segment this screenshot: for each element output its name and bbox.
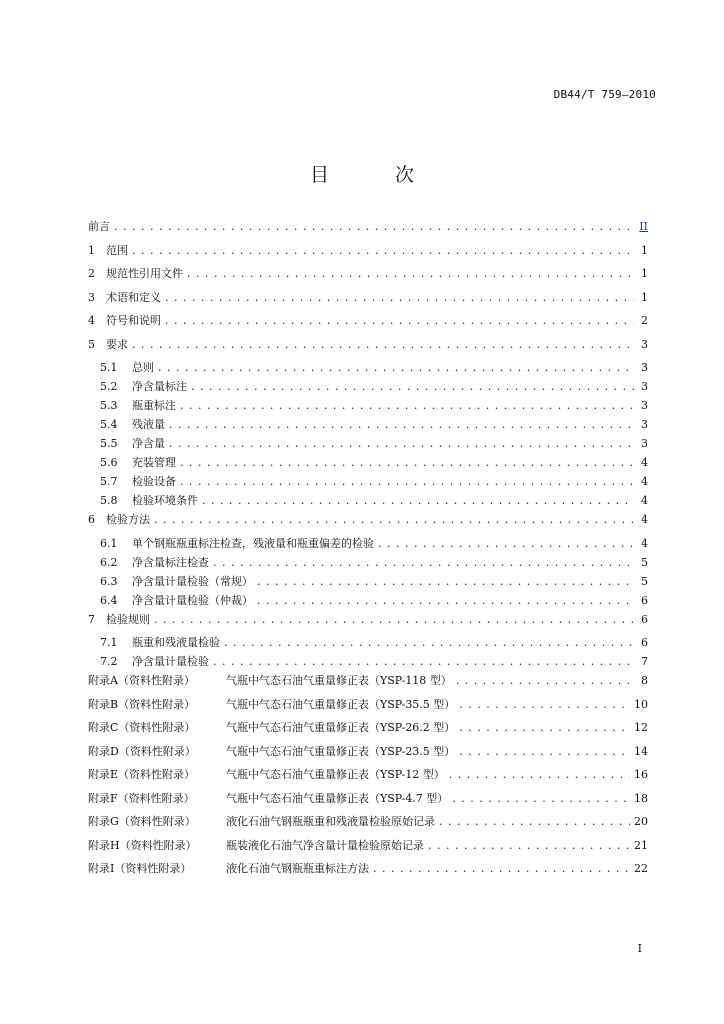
dot-leader <box>180 456 634 469</box>
page-ref: 21 <box>634 838 648 852</box>
page-ref: 10 <box>634 697 648 711</box>
section-title: 残液量 <box>132 418 165 431</box>
section-number: 7.1 <box>100 636 118 649</box>
toc-entry-label <box>88 672 452 688</box>
page-ref: 1 <box>641 290 648 304</box>
toc-entry[interactable] <box>88 573 648 592</box>
dot-leader <box>169 437 634 450</box>
page-ref: 1 <box>641 267 648 280</box>
page-ref: 8 <box>641 674 648 687</box>
dot-leader <box>459 698 630 711</box>
toc-entry[interactable] <box>88 359 648 378</box>
section-title: 净含量 <box>132 437 165 450</box>
dot-leader <box>449 768 630 781</box>
toc-entry-label <box>100 573 253 589</box>
page-ref: 2 <box>641 314 648 327</box>
section-title: 净含量标注检查 <box>132 555 209 569</box>
page-ref: 12 <box>634 721 648 734</box>
section-number: 7.2 <box>100 655 118 668</box>
toc-entry[interactable] <box>88 766 648 790</box>
dot-leader <box>224 636 634 649</box>
toc-entry-label <box>88 265 183 281</box>
toc-entry[interactable] <box>88 672 648 696</box>
dot-leader <box>191 380 634 393</box>
dot-leader <box>456 674 634 687</box>
toc-entry[interactable] <box>88 743 648 767</box>
dot-leader <box>187 267 634 280</box>
toc-entry-label <box>100 397 176 413</box>
toc-entry[interactable] <box>88 837 648 861</box>
section-number: 5.8 <box>100 494 118 507</box>
section-title: 检验规则 <box>106 612 150 626</box>
toc-entry[interactable] <box>88 312 648 336</box>
page-ref: 4 <box>641 475 648 488</box>
section-title: 瓶重和残液量检验 <box>132 636 220 649</box>
dot-leader <box>452 792 630 805</box>
toc-entry-label <box>100 535 374 551</box>
toc-entry-label <box>100 359 154 375</box>
page-ref: 6 <box>641 636 648 649</box>
section-title: 气瓶中气态石油气重量修正表（YSP-23.5 型） <box>226 744 456 758</box>
table-of-contents <box>88 218 648 884</box>
section-title: 净含量计量检验（常规） <box>132 574 253 588</box>
dot-leader <box>165 314 634 327</box>
page-ref: 1 <box>641 243 648 257</box>
toc-entry[interactable] <box>88 397 648 416</box>
section-title: 瓶重标注 <box>132 399 176 412</box>
page-ref: 3 <box>641 361 648 374</box>
dot-leader <box>428 839 630 852</box>
section-number: 5.3 <box>100 399 118 412</box>
page-ref: 6 <box>641 593 648 607</box>
page-ref: 3 <box>641 418 648 431</box>
toc-entry[interactable] <box>88 535 648 554</box>
section-title: 术语和定义 <box>106 290 161 304</box>
toc-entry-label <box>100 634 220 650</box>
toc-entry[interactable] <box>88 696 648 720</box>
page-ref: 4 <box>641 456 648 469</box>
section-title: 气瓶中气态石油气重量修正表（YSP-4.7 型） <box>226 791 449 805</box>
dot-leader <box>114 220 634 233</box>
page-ref: 4 <box>641 536 648 550</box>
section-number: 5 <box>88 337 95 351</box>
section-number: 6 <box>88 513 95 526</box>
section-title: 气瓶中气态石油气重量修正表（YSP-12 型） <box>226 768 445 781</box>
page-title: 目 次 <box>309 164 445 186</box>
toc-entry-label <box>100 416 165 432</box>
dot-leader <box>202 494 634 507</box>
toc-entry[interactable] <box>88 653 648 672</box>
dot-leader <box>154 513 634 526</box>
toc-entry[interactable] <box>88 790 648 814</box>
section-number: 5.2 <box>100 380 118 393</box>
page-ref: 7 <box>641 655 648 668</box>
toc-entry[interactable] <box>88 416 648 435</box>
toc-entry[interactable] <box>88 860 648 884</box>
appendix-label: 附录A（资料性附录） <box>88 674 195 687</box>
section-number: 6.3 <box>100 574 118 588</box>
toc-entry-label <box>100 554 209 570</box>
toc-entry[interactable] <box>88 592 648 611</box>
section-title: 检验设备 <box>132 475 176 488</box>
toc-entry-label <box>88 813 435 829</box>
page-ref: 3 <box>641 437 648 450</box>
dot-leader <box>180 399 634 412</box>
dot-leader <box>257 594 634 607</box>
toc-entry-label <box>100 435 165 451</box>
toc-entry-label <box>88 218 110 234</box>
page-ref: 22 <box>634 862 648 875</box>
toc-entry[interactable] <box>88 511 648 535</box>
section-title: 瓶装液化石油气净含量计量检验原始记录 <box>226 838 424 852</box>
section-title: 液化石油气钢瓶瓶重标注方法 <box>226 862 369 875</box>
toc-entry[interactable] <box>88 813 648 837</box>
page-ref: 18 <box>634 791 648 805</box>
section-title: 要求 <box>106 337 128 351</box>
appendix-label: 附录H（资料性附录） <box>88 838 197 852</box>
dot-leader <box>373 862 630 875</box>
toc-entry-label <box>88 860 369 876</box>
toc-entry-label <box>88 837 424 853</box>
toc-entry-label <box>100 378 187 394</box>
document-id: DB44/T 759—2010 <box>553 88 656 101</box>
toc-entry[interactable] <box>88 435 648 454</box>
toc-entry[interactable] <box>88 289 648 313</box>
page-ref: 3 <box>641 380 648 393</box>
toc-entry[interactable] <box>88 218 648 242</box>
toc-entry-label <box>100 473 176 489</box>
toc-entry-label <box>88 336 128 352</box>
toc-entry-label <box>100 592 253 608</box>
toc-entry-label <box>100 653 209 669</box>
toc-entry[interactable] <box>88 378 648 397</box>
section-number: 1 <box>88 243 95 257</box>
section-title: 净含量标注 <box>132 380 187 393</box>
section-number: 6.1 <box>100 536 118 550</box>
dot-leader <box>257 575 634 588</box>
section-title: 液化石油气钢瓶瓶重和残液量检验原始记录 <box>226 815 435 828</box>
appendix-label: 附录I（资料性附录） <box>88 862 192 875</box>
section-number: 5.7 <box>100 475 118 488</box>
page-ref: 5 <box>641 574 648 588</box>
toc-entry[interactable] <box>88 473 648 492</box>
toc-entry-label <box>88 766 445 782</box>
section-number: 3 <box>88 290 95 304</box>
section-title: 净含量计量检验 <box>132 655 209 668</box>
section-number: 7 <box>88 612 95 626</box>
toc-entry[interactable] <box>88 265 648 289</box>
dot-leader <box>169 418 634 431</box>
toc-entry-label <box>100 454 176 470</box>
page-ref[interactable]: II <box>639 220 648 233</box>
page-ref: 20 <box>634 815 648 828</box>
toc-entry[interactable] <box>88 454 648 473</box>
section-title: 总则 <box>132 361 154 374</box>
dot-leader <box>165 291 634 304</box>
section-number: 6.4 <box>100 593 118 607</box>
section-title: 充装管理 <box>132 456 176 469</box>
page-ref: 5 <box>641 555 648 569</box>
page-number: I <box>637 942 642 955</box>
section-title: 前言 <box>88 220 110 233</box>
toc-entry[interactable] <box>88 336 648 360</box>
page-ref: 16 <box>634 768 648 781</box>
dot-leader <box>378 537 634 550</box>
toc-entry-label <box>88 242 128 258</box>
toc-entry-label <box>88 312 161 328</box>
appendix-label: 附录C（资料性附录） <box>88 721 196 734</box>
dot-leader <box>180 475 634 488</box>
page-ref: 3 <box>641 399 648 412</box>
section-title: 范围 <box>106 243 128 257</box>
toc-entry-label <box>88 696 455 712</box>
section-number: 5.5 <box>100 437 118 450</box>
section-title: 检验方法 <box>106 513 150 526</box>
section-title: 气瓶中气态石油气重量修正表（YSP-118 型） <box>226 674 452 687</box>
toc-entry-label <box>88 743 455 759</box>
page-ref: 4 <box>641 513 648 526</box>
section-number: 5.6 <box>100 456 118 469</box>
dot-leader <box>158 361 634 374</box>
dot-leader <box>459 745 630 758</box>
section-title: 检验环境条件 <box>132 494 198 507</box>
section-number: 2 <box>88 267 95 280</box>
toc-entry[interactable] <box>88 611 648 635</box>
section-number: 5.4 <box>100 418 118 431</box>
section-number: 6.2 <box>100 555 118 569</box>
section-title: 单个钢瓶瓶重标注检查，残液量和瓶重偏差的检验 <box>132 536 374 550</box>
page-ref: 14 <box>634 744 648 758</box>
toc-entry[interactable] <box>88 554 648 573</box>
section-number: 4 <box>88 314 95 327</box>
section-title: 符号和说明 <box>106 314 161 327</box>
toc-entry[interactable] <box>88 634 648 653</box>
toc-entry[interactable] <box>88 719 648 743</box>
dot-leader <box>132 338 634 351</box>
toc-entry-label <box>88 790 448 806</box>
toc-entry-label <box>88 289 161 305</box>
toc-entry[interactable] <box>88 242 648 266</box>
dot-leader <box>213 556 634 569</box>
toc-entry-label <box>88 719 455 735</box>
toc-entry-label <box>100 492 198 508</box>
appendix-label: 附录G（资料性附录） <box>88 815 196 828</box>
appendix-label: 附录F（资料性附录） <box>88 791 195 805</box>
page-ref: 4 <box>641 494 648 507</box>
section-number: 5.1 <box>100 361 118 374</box>
appendix-label: 附录B（资料性附录） <box>88 697 196 711</box>
appendix-label: 附录D（资料性附录） <box>88 744 196 758</box>
dot-leader <box>132 244 634 257</box>
dot-leader <box>439 815 630 828</box>
dot-leader <box>154 613 634 626</box>
section-title: 规范性引用文件 <box>106 267 183 280</box>
toc-entry-label <box>88 611 150 627</box>
dot-leader <box>213 655 634 668</box>
page-ref: 3 <box>641 337 648 351</box>
dot-leader <box>459 721 630 734</box>
appendix-label: 附录E（资料性附录） <box>88 768 196 781</box>
section-title: 气瓶中气态石油气重量修正表（YSP-35.5 型） <box>226 697 456 711</box>
page-ref: 6 <box>641 612 648 626</box>
toc-entry-label <box>88 511 150 527</box>
section-title: 气瓶中气态石油气重量修正表（YSP-26.2 型） <box>226 721 456 734</box>
toc-entry[interactable] <box>88 492 648 511</box>
section-title: 净含量计量检验（仲裁） <box>132 593 253 607</box>
